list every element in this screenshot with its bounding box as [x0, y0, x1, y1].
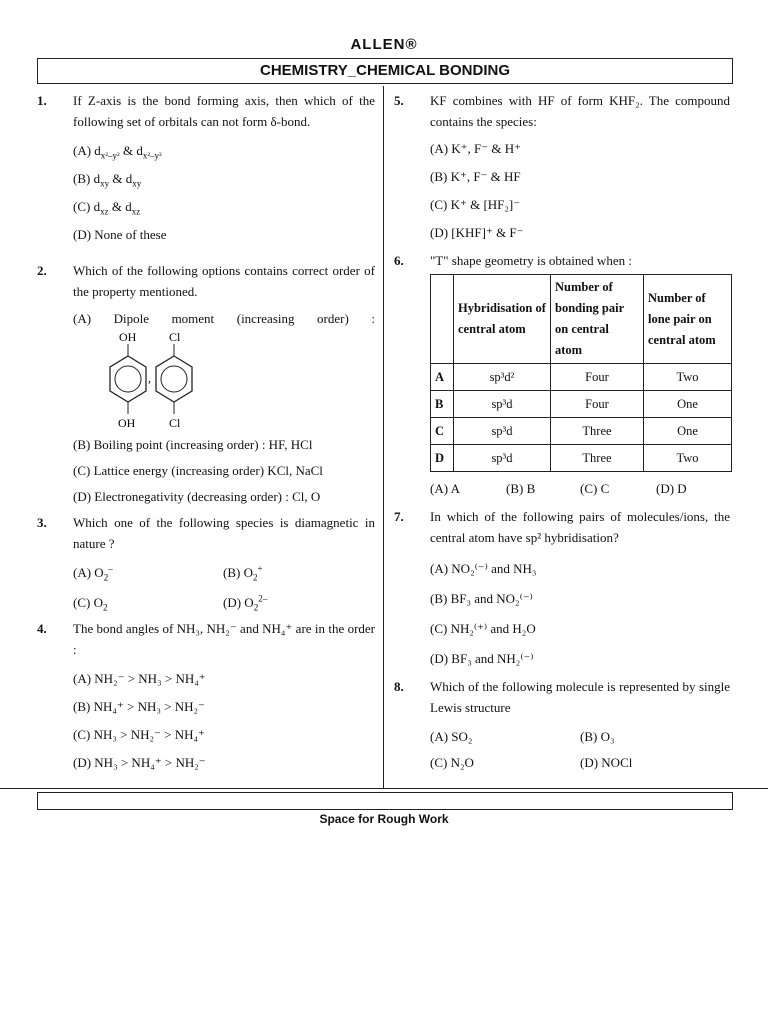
option-c: (C) NH₃ > NH₂⁻ > NH₄⁺	[73, 727, 205, 742]
option-c: (C) $d_{xz}$ & $d_{xz}$	[73, 199, 141, 217]
option-d: (D) NH₃ > NH₄⁺ > NH₂⁻	[73, 755, 206, 770]
option-a: (A) Dipole moment (increasing order) :	[73, 311, 375, 326]
question-number: 8.	[394, 679, 404, 694]
oh-label-top: OH	[119, 330, 137, 344]
question-number: 7.	[394, 509, 404, 524]
header-bonding-pair: Number of bonding pair on central atom	[551, 275, 644, 364]
option-c: (C) N₂O	[430, 755, 474, 770]
bottom-rule	[0, 788, 768, 789]
table-row: D sp³d Three Two	[431, 445, 732, 472]
option-a: (A) $d_{x^2-y^2}$ & $d_{x^2-y^2}$	[73, 143, 162, 161]
question-text: In which of the following pairs of molecules/ions, the central atom have sp² hybridisation?	[430, 509, 730, 545]
table-row: B sp³d Four One	[431, 391, 732, 418]
option-c: (C) NH₂⁽⁺⁾ and H₂O	[430, 621, 536, 636]
question-text: KF combines with HF of form KHF₂. The compound contains the species:	[430, 93, 730, 129]
cl-label-bottom: Cl	[169, 416, 181, 430]
option-a: (A) K⁺, F⁻ & H⁺	[430, 141, 521, 156]
question-text: If Z-axis is the bond forming axis, then which of the following set of orbitals can not form δ-bond.	[73, 93, 375, 129]
question-text: Which of the following options contains correct order of the property mentioned.	[73, 263, 375, 299]
question-number: 5.	[394, 93, 404, 108]
option-b: (B) $O_2^+$	[223, 563, 263, 583]
dichlorobenzene-hydroquinone-structure	[99, 328, 199, 436]
option-b: (B) K⁺, F⁻ & HF	[430, 169, 521, 184]
question-text: Which one of the following species is diamagnetic in nature ?	[73, 515, 375, 551]
header-lone-pair: Number of lone pair on central atom	[643, 275, 731, 364]
option-c: (C) K⁺ & [HF₂]⁻	[430, 197, 521, 212]
question-number: 4.	[37, 621, 47, 636]
option-c: (C) C	[580, 481, 610, 496]
question-text: Which of the following molecule is represented by single Lewis structure	[430, 679, 730, 715]
table-row: A sp³d² Four Two	[431, 364, 732, 391]
option-d: (D) BF₃ and NH₂⁽⁻⁾	[430, 651, 534, 666]
option-b: (B) NH₄⁺ > NH₃ > NH₂⁻	[73, 699, 205, 714]
oh-label-bottom: OH	[118, 416, 136, 430]
option-b: (B) Boiling point (increasing order) : HF, HCl	[73, 437, 313, 452]
option-a: (A) A	[430, 481, 460, 496]
table-row: C sp³d Three One	[431, 418, 732, 445]
brand-logo: ALLEN®	[350, 36, 418, 53]
option-d: (D) Electronegativity (decreasing order) : Cl, O	[73, 489, 321, 504]
question-text: "T" shape geometry is obtained when :	[430, 253, 632, 268]
option-b: (B) O₃	[580, 729, 615, 744]
question-text: The bond angles of NH₃, NH₂⁻ and NH₄⁺ are in the order :	[73, 621, 375, 657]
column-divider	[383, 86, 384, 788]
rough-work-box	[37, 792, 733, 810]
option-b: (B) $d_{xy}$ & $d_{xy}$	[73, 171, 142, 189]
geometry-table	[430, 274, 732, 472]
option-d: (D) None of these	[73, 227, 167, 242]
option-d: (D) D	[656, 481, 687, 496]
question-number: 2.	[37, 263, 47, 278]
svg-text:,: ,	[148, 371, 151, 385]
option-b: (B) B	[506, 481, 536, 496]
header-hybridisation: Hybridisation of central atom	[454, 275, 551, 364]
option-a: (A) SO₂	[430, 729, 473, 744]
option-d: (D) [KHF]⁺ & F⁻	[430, 225, 524, 240]
option-c: (C) Lattice energy (increasing order) KCl, NaCl	[73, 463, 323, 478]
option-a: (A) NO₂⁽⁻⁾ and NH₃	[430, 561, 537, 576]
cl-label-top: Cl	[169, 330, 181, 344]
question-number: 6.	[394, 253, 404, 268]
option-c: (C) $O_2$	[73, 595, 108, 613]
rough-work-label: Space for Rough Work	[319, 812, 449, 826]
page-title: CHEMISTRY_CHEMICAL BONDING	[37, 58, 733, 84]
option-d: (D) $O_2^{2-}$	[223, 593, 268, 613]
option-d: (D) NOCl	[580, 755, 633, 770]
option-b: (B) BF₃ and NO₂⁽⁻⁾	[430, 591, 533, 606]
question-number: 1.	[37, 93, 47, 108]
option-a: (A) $O_2^-$	[73, 563, 113, 583]
question-number: 3.	[37, 515, 47, 530]
table-header-row	[431, 275, 732, 364]
option-a: (A) NH₂⁻ > NH₃ > NH₄⁺	[73, 671, 206, 686]
